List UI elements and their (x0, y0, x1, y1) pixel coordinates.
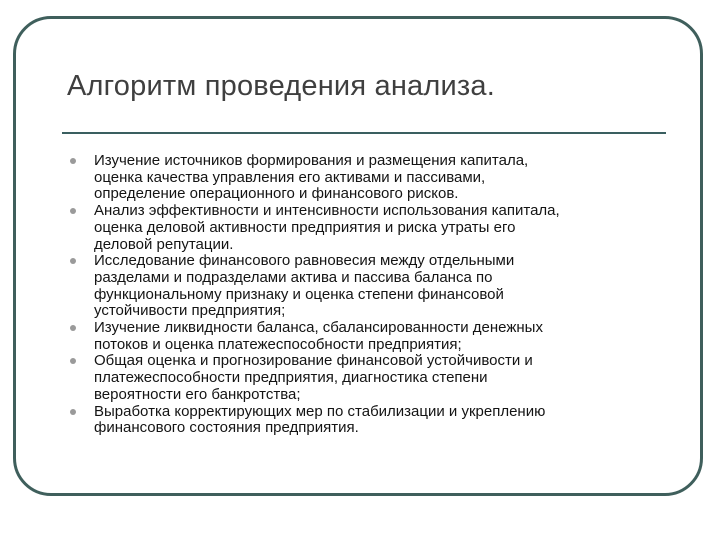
title-divider (62, 132, 666, 134)
bullet-text-line: деловой репутации. (94, 235, 234, 253)
bullet-text-line: Выработка корректирующих мер по стабилизации и укреплению (94, 402, 546, 420)
bullet-text-line: устойчивости предприятия; (94, 302, 286, 320)
bullet-item (68, 404, 648, 437)
bullet-dot-icon (70, 158, 76, 164)
bullet-text-line: определение операционного и финансового рисков. (94, 185, 459, 203)
bullet-item (68, 320, 648, 353)
bullet-text-line: Изучение источников формирования и размещения капитала, (94, 152, 529, 169)
bullet-text-line: оценка деловой активности предприятия и риска утраты его (94, 218, 516, 236)
bullet-item (68, 353, 648, 403)
bullet-dot-icon (70, 258, 76, 264)
bullet-item (68, 203, 648, 253)
bullet-item (68, 153, 648, 203)
bullet-text-line: вероятности его банкротства; (94, 385, 301, 403)
bullet-text-line: Исследование финансового равновесия между отдельными (94, 252, 515, 270)
bullet-list (68, 153, 648, 437)
bullet-dot-icon (70, 208, 76, 214)
bullet-text-line: Изучение ликвидности баланса, сбалансированности денежных (94, 319, 543, 337)
bullet-dot-icon (70, 325, 76, 331)
bullet-dot-icon (70, 409, 76, 415)
bullet-dot-icon (70, 358, 76, 364)
bullet-text-line: функциональному признаку и оценка степени финансовой (94, 285, 504, 303)
bullet-text-line: потоков и оценка платежеспособности предприятия; (94, 335, 462, 353)
bullet-text-line: платежеспособности предприятия, диагностика степени (94, 369, 488, 387)
bullet-item (68, 253, 648, 320)
bullet-text-line: финансового состояния предприятия. (94, 419, 359, 437)
bullet-text-line: разделами и подразделами актива и пассива баланса по (94, 268, 493, 286)
bullet-text-line: Анализ эффективности и интенсивности использования капитала, (94, 202, 560, 220)
bullet-text-line: оценка качества управления его активами и пассивами, (94, 168, 486, 186)
slide-title: Алгоритм проведения анализа. (67, 70, 495, 102)
bullet-text-line: Общая оценка и прогнозирование финансовой устойчивости и (94, 352, 533, 370)
